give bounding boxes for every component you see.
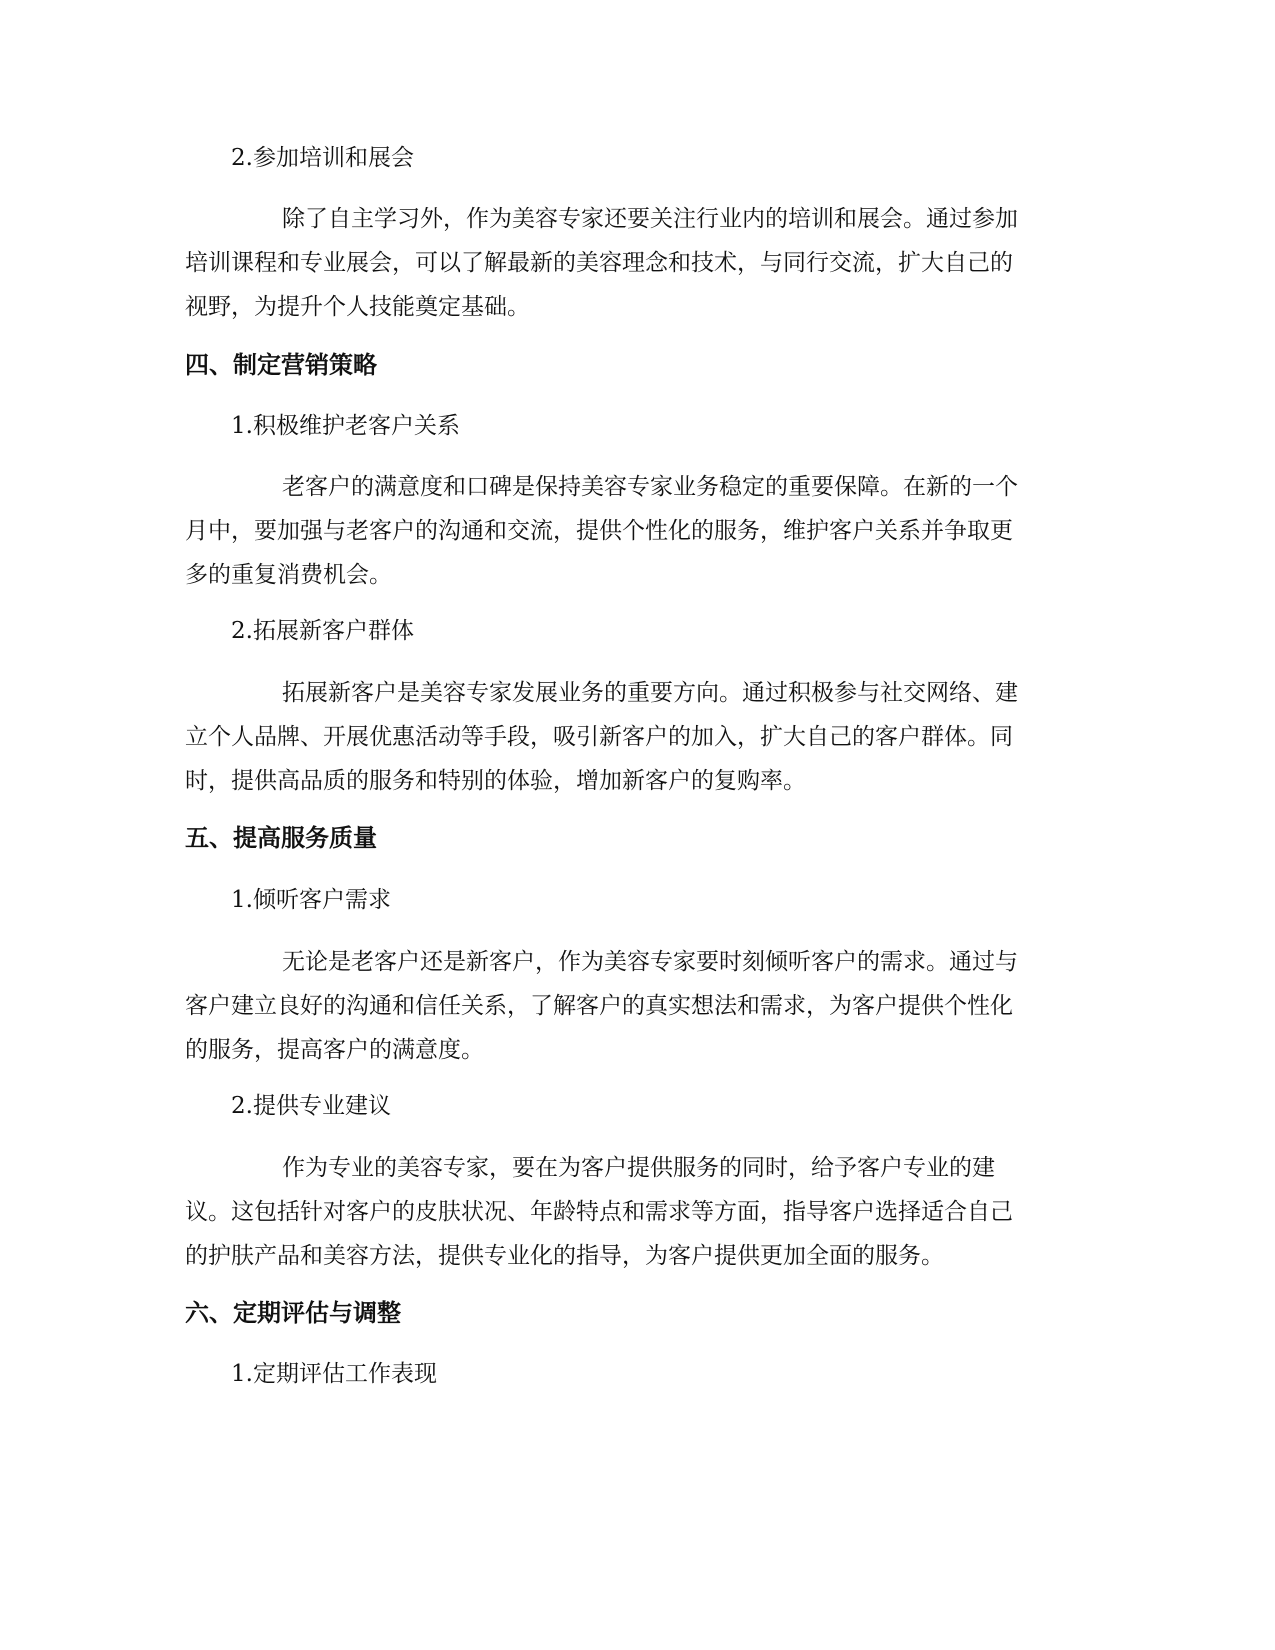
paragraph-line: 作为专业的美容专家，要在为客户提供服务的同时，给予客户专业的建 bbox=[282, 1155, 995, 1181]
paragraph-listen bbox=[185, 940, 1090, 1072]
paragraph-line: 视野，为提升个人技能奠定基础。 bbox=[185, 294, 530, 320]
subheading-advice: 2.提供专业建议 bbox=[231, 1093, 391, 1119]
paragraph-line: 立个人品牌、开展优惠活动等手段，吸引新客户的加入，扩大自己的客户群体。同 bbox=[185, 724, 1013, 750]
paragraph-advice bbox=[185, 1146, 1090, 1278]
section-heading-evaluation: 六、定期评估与调整 bbox=[185, 1299, 401, 1327]
subheading-listen: 1.倾听客户需求 bbox=[231, 887, 391, 913]
section-heading-service-quality: 五、提高服务质量 bbox=[185, 824, 377, 852]
paragraph-line: 的护肤产品和美容方法，提供专业化的指导，为客户提供更加全面的服务。 bbox=[185, 1243, 944, 1269]
paragraph-line: 多的重复消费机会。 bbox=[185, 562, 392, 588]
paragraph-old-clients bbox=[185, 465, 1090, 597]
paragraph-line: 拓展新客户是美容专家发展业务的重要方向。通过积极参与社交网络、建 bbox=[282, 680, 1018, 706]
subheading-training-expos: 2.参加培训和展会 bbox=[231, 145, 414, 171]
paragraph-line: 无论是老客户还是新客户，作为美容专家要时刻倾听客户的需求。通过与 bbox=[282, 949, 1018, 975]
paragraph-new-clients bbox=[185, 671, 1090, 803]
paragraph-line: 时，提供高品质的服务和特别的体验，增加新客户的复购率。 bbox=[185, 768, 806, 794]
paragraph-line: 月中，要加强与老客户的沟通和交流，提供个性化的服务，维护客户关系并争取更 bbox=[185, 518, 1013, 544]
paragraph-line: 客户建立良好的沟通和信任关系，了解客户的真实想法和需求，为客户提供个性化 bbox=[185, 993, 1013, 1019]
paragraph-line: 的服务，提高客户的满意度。 bbox=[185, 1037, 484, 1063]
subheading-old-clients: 1.积极维护老客户关系 bbox=[231, 413, 460, 439]
paragraph-line: 除了自主学习外，作为美容专家还要关注行业内的培训和展会。通过参加 bbox=[282, 206, 1018, 232]
subheading-new-clients: 2.拓展新客户群体 bbox=[231, 618, 414, 644]
paragraph-line: 议。这包括针对客户的皮肤状况、年龄特点和需求等方面，指导客户选择适合自己 bbox=[185, 1199, 1013, 1225]
paragraph-line: 培训课程和专业展会，可以了解最新的美容理念和技术，与同行交流，扩大自己的 bbox=[185, 250, 1013, 276]
paragraph-line: 老客户的满意度和口碑是保持美容专家业务稳定的重要保障。在新的一个 bbox=[282, 474, 1018, 500]
subheading-evaluate-performance: 1.定期评估工作表现 bbox=[231, 1361, 437, 1387]
section-heading-marketing: 四、制定营销策略 bbox=[185, 351, 377, 379]
paragraph-training-expos bbox=[185, 197, 1090, 329]
